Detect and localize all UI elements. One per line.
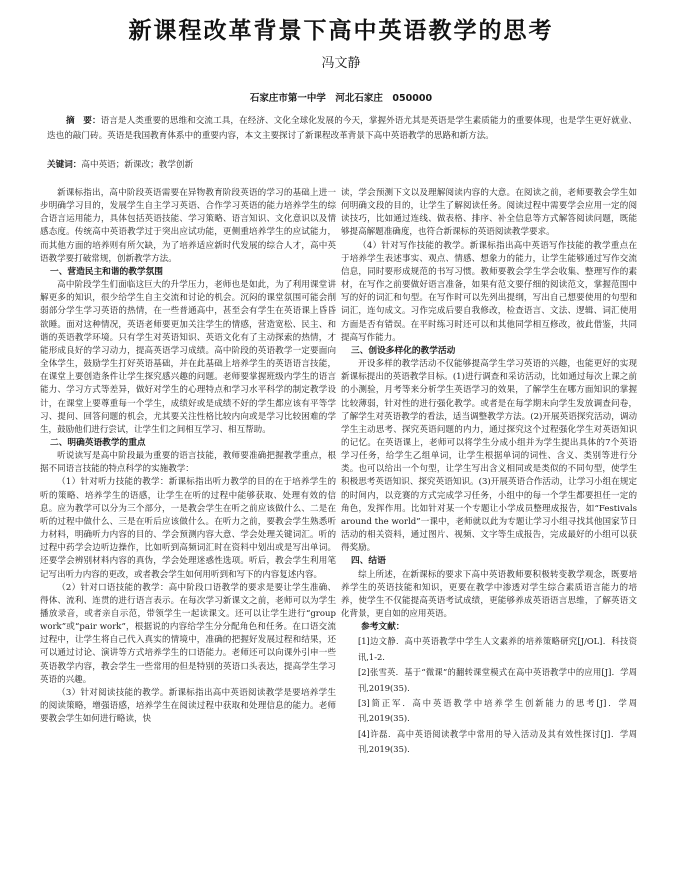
- paragraph: 高中阶段学生们面临这巨大的升学压力，老师也是如此，为了利用课堂讲解更多的知识，很少给学生自主交流和讨论的机会。沉闷的课堂氛围可能会削弱部分学生学习英语的热情，在一些普通高中，甚至会有学生在英语课上昏昏欲睡。面对这种情况，英语老师要更加关注学生的情感，营造宽松、民主、和谐的英语教学环境。只有学生对英语知识、英语文化有了主动探索的热情，才能形成良好的学习动力，提高英语学习成绩。高中阶段的英语教学一定要面向全体学生，鼓励学生打好英语基础，并在此基础上培养学生的英语语言技能，在课堂上要创造条件让学生探究感兴趣的问题。老师要掌握班级内学生的语言能力、学习方式等差异，做好对学生的心理特点和学习水平科学的制定教学设计，在课堂上要尊重每一个学生，成绩好或是成绩不好的学生都应该有平等学习、提问、回答问题的机会，尤其要关注性格比较内向或是学习比较困难的学生，鼓励他们进行尝试，让学生们之间相互学习、相互帮助。: [40, 280, 336, 435]
- paragraph: 综上所述，在新课标的要求下高中英语教师要积极转变教学观念，既要培养学生的英语技能和知识，更要在教学中渗透对学生综合素质语言能力的培养，使学生不仅能提高英语考试成绩，更能够养成英语语言思维，了解英语文化背景，更自如的应用英语。: [341, 569, 637, 619]
- references-heading: 参考文献：: [361, 622, 405, 633]
- section-heading: 二、明确英语教学的重点: [50, 437, 146, 448]
- paragraph: 开设多样的教学活动不仅能够提高学生学习英语的兴趣，也能更好的实现新课标提出的英语教学目标。(1)进行调查和采访活动，比如通过每次上课之前的小测验，月考等来分析学生英语学习的效果，了解学生在哪方面知识的掌握比较薄弱，针对性的进行强化教学。或者是在每学期末向学生发放调查问卷，了解学生对英语教学的看法，适当调整教学方法。(2)开展英语探究活动，调动学生主动思考、探究英语问题的内力，通过探究这个过程强化学生对英语知识的记忆。在英语课上，老师可以将学生分成小组并为学生提出具体的7个英语学习任务，给学生乙组单词，让学生根据单词的词性、含义、类别等进行分类。也可以给出一个句型，让学生写出含义相同或是类似的不同句型，使学生积极思考英语知识、探究英语知识。(3)开展英语合作活动，让学习小组在规定的时间内，以竞赛的方式完成学习任务，小组中的每一个学生都要担任一定的角色，发挥作用。比如针对某一个专题让小学成员整理成报告，如“Festivals around the world”一课中，老师就以此为专题让学习小组寻找其他国家节日活动的相关资料，通过图片、视频、文字等生成报告，完成最好的小组可以获得奖励。: [341, 359, 637, 554]
- paragraph: 新课标指出，高中阶段英语需要在异物教育阶段英语的学习的基础上进一步明确学习目的，发展学生自主学习英语、合作学习英语的能力培养学生的综合语言运用能力，具体包括英语技能、学习策略、语言知识、文化意识以及情感态度。传统高中英语教学过于突出应试功能，更侧重培养学生的应试能力，而其他方面的培养则有所欠缺，为了培养适应新时代发展的综合人才，高中英语教学要打破常规，创新教学方法。: [40, 188, 336, 264]
- reference-item: [1]边文静．高中英语教学中学生人文素养的培养策略研究[J/OL]．科技资讯,1-2.: [358, 636, 637, 662]
- paragraph: （4）针对写作技能的教学。新课标指出高中英语写作技能的教学重点在于培养学生表述事实、观点、情感、想象力的能力，让学生能够通过写作交流信息，同时要形成规范的书写习惯。教师要教会学生学会收集、整理写作的素材，在写作之前要做好语言准备，如果有范文要仔细的阅读范文，掌握范围中写的好的词汇和句型。在写作时可以先列出提纲，写出自己想要使用的句型和词汇，连句成文。习作完成后要自我修改，检查语言、文法、逻辑、词汇使用方面是否有错误。在平时练习时还可以和其他同学相互修改，彼此借鉴，共同提高写作能力。: [341, 240, 637, 343]
- paragraph: （1）针对听力技能的教学：新课标指出听力教学的目的在于培养学生的听的策略、培养学生的语感，让学生在听的过程中能够获取、处理有效的信息。应为教学可以分为三个部分，一是教会学生在听之前应该做什么、二是在听的过程中做什么、三是在听后应该做什么。在听力之前，要教会学生熟悉听力材料，明确听力内容的目的、学会预测内容大意、学会处理关键词汇。听的过程中药学会边听边操作，比如听到高频词汇时在资料中划出或是写出单词。还要学会辨别材料内容的真伪，学会处理迷惑性选项。听后，教会学生利用笔记写出听力内容的更改，或者教会学生如何用听到和写下的内容复述内容。: [40, 477, 336, 580]
- paragraph: （3）针对阅读技能的教学。新课标指出高中英语阅读教学是要培养学生的阅读策略，增强语感，培养学生在阅读过程中获取和处理信息的能力。老师要教会学生如何进行略读，快: [40, 687, 336, 725]
- body-column-right: [341, 187, 637, 758]
- keywords-label: 关键词：: [47, 160, 82, 170]
- reference-item: [2]张雪英．基于“微课”的翻转课堂模式在高中英语教学中的应用[J]．学周刊,2019(35).: [358, 667, 637, 693]
- paragraph: 读，学会预测下文以及理解阅读内容的大意。在阅读之前，老师要教会学生如何明确文段的目的，让学生了解阅读任务。阅读过程中需要学会应用一定的阅读技巧，比如通过连线、做表格、排序、补全信息等方式解答阅读问题，既能够提高解题准确度，也符合新课标的英语阅读教学要求。: [341, 188, 637, 238]
- abstract-label: 摘 要：: [66, 116, 101, 126]
- author-name: 冯文静: [321, 56, 361, 71]
- reference-item: [3]简正军．高中英语教学中培养学生创新能力的思考[J]．学周刊,2019(35).: [358, 697, 637, 724]
- section-heading: 一、营造民主和谐的教学氛围: [50, 266, 163, 277]
- section-heading: 四、结语: [351, 556, 386, 567]
- body-column-left: [40, 187, 336, 726]
- paper-title: 新课程改革背景下高中英语教学的思考: [128, 18, 554, 44]
- reference-item: [4]许磊．高中英语阅读教学中常用的导入活动及其有效性探讨[J]．学周刊,2019(35).: [358, 728, 637, 755]
- paragraph: 听说读写是高中阶段最为重要的语言技能，教师要准确把握教学重点，根据不同语言技能的特点科学的实施教学：: [40, 451, 336, 475]
- abstract: [47, 114, 637, 144]
- section-heading: 三、创设多样化的教学活动: [351, 345, 456, 356]
- abstract-text: 语言是人类重要的思维和交流工具，在经济、文化全球化发展的今天，掌握外语尤其是英语是学生素质能力的重要体现，也是学生更好就业、迭也的敲门砖。英语是我国教育体系中的重要内容，本文主要探讨了新课程改革背景下高中英语教学的思路和新方法。: [47, 116, 637, 142]
- paragraph: （2）针对口语技能的教学：高中阶段口语教学的要求是要让学生准确、得体、流利、连贯的进行语言表示。在每次学习新课文之前，老师可以为学生播放录音，或者亲自示范，带领学生一起读课文。还可以让学生进行“group work”或“pair work”，根据说的内容给学生分分配角色和任务。在口语交流过程中，让学生将自己代入真实的情境中，准确的把握好发展过程和结果，还可以通过讨论、演讲等方式培养学生的口语能力。老师还可以向课外引申一些英语教学内容，教会学生一些常用的但是特别的英语口头表达，提高学生学习英语的兴趣。: [40, 582, 336, 685]
- affiliation: 石家庄市第一中学 河北石家庄 050000: [249, 93, 433, 104]
- keywords-text: 高中英语；新课改；教学创新: [81, 160, 194, 170]
- keywords: [47, 158, 637, 173]
